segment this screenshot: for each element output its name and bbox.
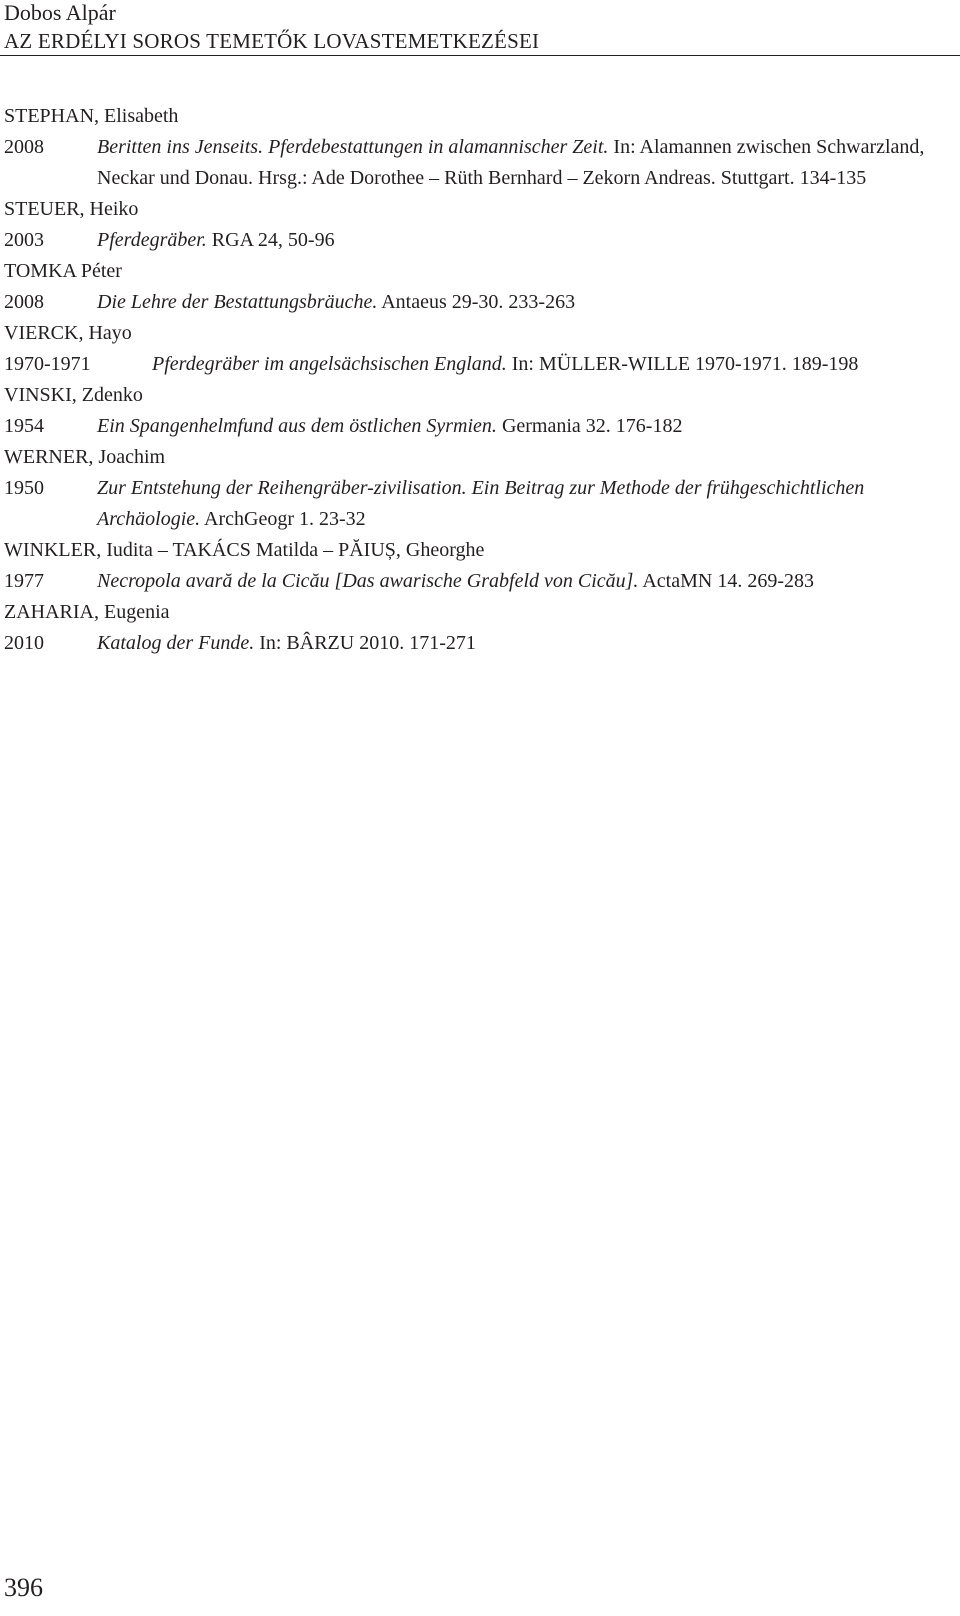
citation-title: Pferdegräber im angelsächsischen England.: [152, 353, 507, 375]
entry-author: TOMKA Péter: [4, 260, 122, 282]
entry-citation: [97, 411, 934, 442]
bib-entry: [4, 256, 934, 318]
bib-entry: [4, 318, 934, 380]
citation-title: Katalog der Funde.: [97, 632, 255, 654]
citation-source: In: MÜLLER-WILLE 1970-1971. 189-198: [506, 353, 859, 375]
running-head-author: Dobos Alpár: [4, 0, 116, 25]
bib-entry: [4, 442, 934, 535]
citation-source: In: Alamannen zwischen Schwarzland, Neckar und Donau. Hrsg.: Ade Dorothee – Rüth Bernhard – Zekorn Andreas. Stuttgart. 134-135: [97, 136, 925, 189]
entry-reference: [4, 225, 934, 256]
bib-entry: [4, 380, 934, 442]
entry-reference: [4, 287, 934, 318]
citation-source: In: BÂRZU 2010. 171-271: [254, 632, 476, 654]
entry-author: VINSKI, Zdenko: [4, 384, 143, 406]
entry-citation: [97, 473, 934, 535]
header-rule: [0, 55, 960, 56]
entry-reference: [4, 411, 934, 442]
citation-source: Germania 32. 176-182: [496, 415, 683, 437]
page-number: 396: [4, 1573, 43, 1602]
citation-title: Pferdegräber.: [97, 229, 207, 251]
entry-citation: [97, 225, 934, 256]
entry-citation: [97, 628, 934, 659]
citation-title: Beritten ins Jenseits. Pferdebestattungen in alamannischer Zeit.: [97, 136, 609, 158]
entry-reference: [4, 349, 934, 380]
citation-title: Zur Entstehung der Reihengräber-zivilisation. Ein Beitrag zur Methode der frühgeschichtlichen Archäologie.: [97, 477, 865, 530]
citation-source: ArchGeogr 1. 23-32: [200, 508, 366, 530]
entry-citation: [97, 566, 934, 597]
entry-year: 2010: [4, 632, 44, 654]
entry-reference: [4, 473, 934, 535]
entry-year: 2008: [4, 291, 44, 313]
entry-author: STEUER, Heiko: [4, 198, 139, 220]
citation-title: Ein Spangenhelmfund aus dem östlichen Syrmien.: [97, 415, 497, 437]
entry-year: 1977: [4, 570, 44, 592]
entry-year: 1970-1971: [4, 353, 91, 375]
running-head-title: AZ ERDÉLYI SOROS TEMETŐK LOVASTEMETKEZÉSEI: [4, 29, 540, 53]
entry-reference: [4, 132, 934, 194]
entry-author: STEPHAN, Elisabeth: [4, 105, 179, 127]
citation-source: RGA 24, 50-96: [206, 229, 335, 251]
entry-citation: [97, 287, 934, 318]
citation-title: Die Lehre der Bestattungsbräuche.: [97, 291, 378, 313]
entry-year: 1950: [4, 477, 44, 499]
bibliography-list: [4, 101, 934, 659]
bib-entry: [4, 101, 934, 194]
citation-source: ActaMN 14. 269-283: [638, 570, 814, 592]
citation-title: Necropola avară de la Cicău [Das awarische Grabfeld von Cicău].: [97, 570, 639, 592]
citation-source: Antaeus 29-30. 233-263: [377, 291, 576, 313]
entry-author: ZAHARIA, Eugenia: [4, 601, 170, 623]
entry-year: 2008: [4, 136, 44, 158]
entry-citation: [97, 132, 934, 194]
bib-entry: [4, 535, 934, 597]
entry-year: 1954: [4, 415, 44, 437]
bib-entry: [4, 194, 934, 256]
entry-author: WINKLER, Iudita – TAKÁCS Matilda – PĂIUȘ, Gheorghe: [4, 539, 485, 561]
bib-entry: [4, 597, 934, 659]
entry-author: VIERCK, Hayo: [4, 322, 132, 344]
entry-author: WERNER, Joachim: [4, 446, 166, 468]
entry-reference: [4, 566, 934, 597]
entry-year: 2003: [4, 229, 44, 251]
entry-citation: [152, 349, 934, 380]
entry-reference: [4, 628, 934, 659]
